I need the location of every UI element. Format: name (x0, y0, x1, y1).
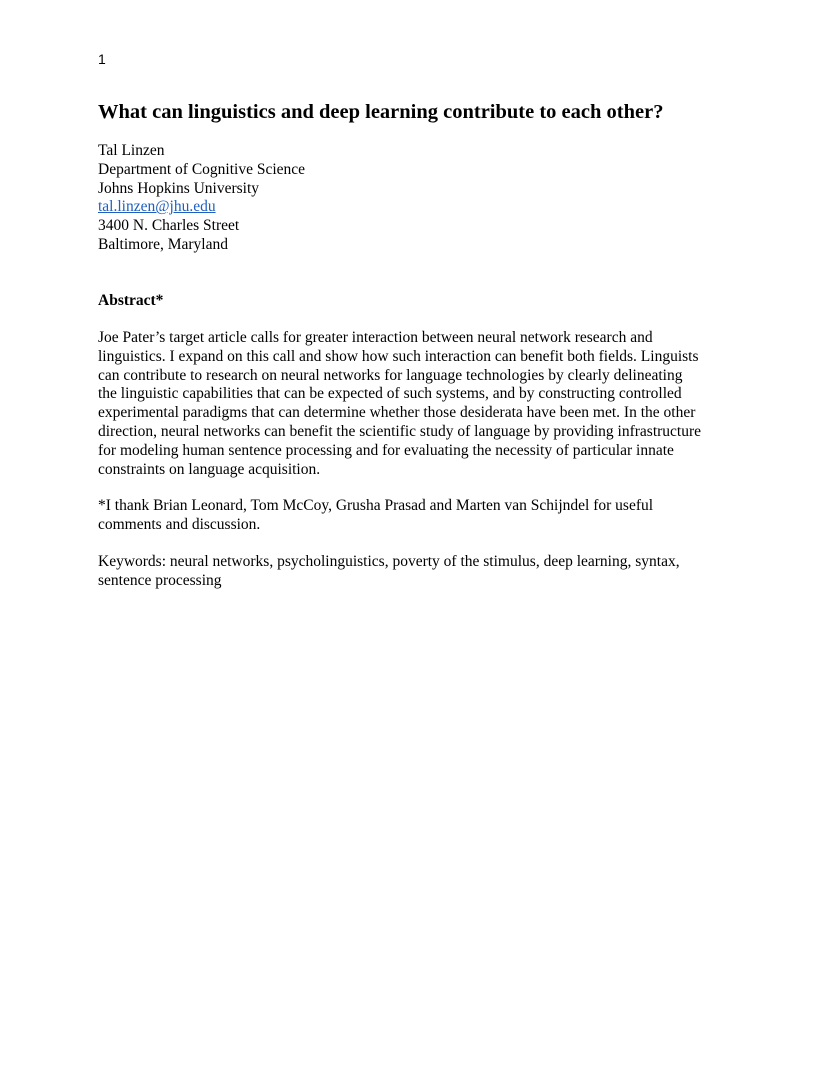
abstract-line: experimental paradigms that can determine whether those desiderata have been met. In the other (98, 404, 696, 422)
author-department: Department of Cognitive Science (98, 160, 306, 178)
acknowledgment-line: *I thank Brian Leonard, Tom McCoy, Grusha Prasad and Marten van Schijndel for useful (98, 497, 654, 514)
abstract-line: for modeling human sentence processing and for evaluating the necessity of particular innate (98, 441, 674, 459)
keywords-line: Keywords: neural networks, psycholinguistics, poverty of the stimulus, deep learning, syntax, (98, 553, 680, 570)
acknowledgment-note (98, 497, 738, 535)
abstract-heading: Abstract* (98, 292, 164, 309)
page-number: 1 (98, 51, 106, 67)
author-email-link[interactable]: tal.linzen@jhu.edu (98, 198, 216, 216)
abstract-line: constraints on language acquisition. (98, 460, 321, 478)
abstract-line: can contribute to research on neural networks for language technologies by clearly delineating (98, 366, 683, 384)
acknowledgment-line: comments and discussion. (98, 515, 261, 533)
author-name: Tal Linzen (98, 142, 165, 159)
author-city: Baltimore, Maryland (98, 235, 228, 253)
abstract-line: the linguistic capabilities that can be expected of such systems, and by constructing controlled (98, 385, 682, 403)
author-email-line (98, 198, 305, 217)
abstract-line: direction, neural networks can benefit the scientific study of language by providing infrastructure (98, 422, 702, 440)
author-university: Johns Hopkins University (98, 179, 260, 197)
author-block (98, 142, 305, 255)
author-street: 3400 N. Charles Street (98, 217, 240, 235)
paper-title: What can linguistics and deep learning contribute to each other? (98, 101, 664, 123)
abstract-line: Joe Pater’s target article calls for greater interaction between neural network research and (98, 329, 653, 346)
abstract-line: linguistics. I expand on this call and show how such interaction can benefit both fields. Linguists (98, 347, 699, 365)
abstract-body (98, 329, 738, 479)
keywords-line: sentence processing (98, 571, 222, 589)
keywords (98, 553, 738, 591)
